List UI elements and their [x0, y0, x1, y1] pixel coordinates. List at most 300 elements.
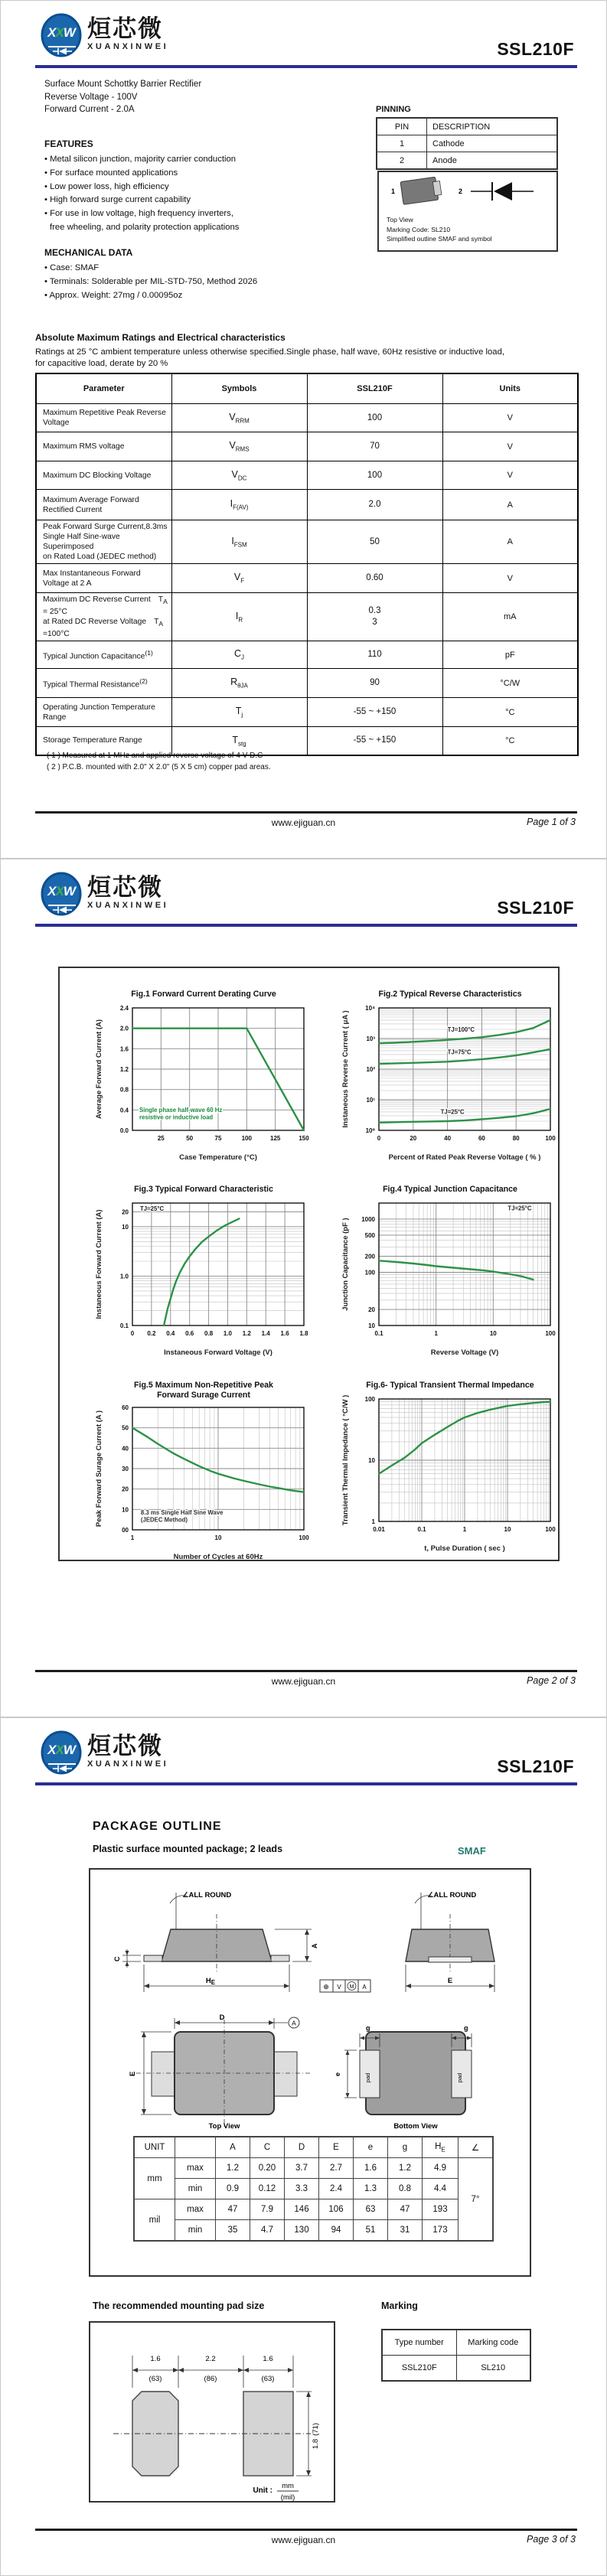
svg-text:1.2: 1.2	[119, 1066, 129, 1073]
symbol-cell: $I_{F(AV)}$	[171, 490, 307, 520]
svg-text:20: 20	[410, 1135, 417, 1142]
figure-title: Fig.6- Typical Transient Thermal Impedance	[366, 1381, 534, 1390]
dim-value-cell: 31	[388, 2220, 423, 2242]
svg-text:0.2: 0.2	[147, 1330, 156, 1337]
svg-text:20: 20	[122, 1208, 129, 1216]
dim-value-cell: 193	[423, 2199, 459, 2220]
dim-g-left-label: g	[366, 2024, 370, 2032]
ratings-desc-line1: Ratings at 25 °C ambient temperature unless otherwise specified.Single phase, half wave, 60Hz resistive or inductive load,	[35, 347, 504, 357]
svg-text:100: 100	[545, 1330, 556, 1337]
svg-text:100: 100	[545, 1135, 556, 1142]
value-cell: 100	[307, 404, 442, 432]
pad-dim-w1-mil: (63)	[148, 2375, 162, 2383]
outline-note: Top View	[387, 216, 413, 223]
outline-note: Simplified outline SMAF and symbol	[387, 235, 492, 243]
chart-annotation: TJ=25°C	[507, 1205, 532, 1212]
svg-text:10⁴: 10⁴	[365, 1005, 375, 1012]
svg-text:0.1: 0.1	[374, 1330, 383, 1337]
chart-annotation: TJ=100°C	[447, 1026, 475, 1033]
svg-text:75: 75	[214, 1135, 222, 1142]
tol-v-label: V	[337, 1984, 341, 1991]
chart-annotation: TJ=75°C	[447, 1048, 472, 1056]
value-cell: -55 ~ +150	[307, 698, 442, 727]
parameter-cell: Maximum DC Reverse Current $T_A = 25^\circ C$ at Rated DC Reverse Voltage $T_A =100^\circ C$	[36, 593, 171, 641]
footnote: ( 2 ) P.C.B. mounted with 2.0" X 2.0" (5 X 5 cm) copper pad areas.	[47, 762, 271, 771]
value-cell: 100	[307, 461, 442, 490]
feature-item: • For surface mounted applications	[44, 168, 178, 178]
svg-text:1.4: 1.4	[261, 1330, 270, 1337]
features-heading: FEATURES	[44, 139, 93, 149]
marking-col-header: Type number	[382, 2330, 456, 2356]
figure-title: Fig.4 Typical Junction Capacitance	[383, 1185, 517, 1194]
intro-block	[44, 78, 201, 116]
dim-value-cell: 106	[319, 2199, 354, 2220]
table-row	[134, 2158, 493, 2179]
svg-text:500: 500	[364, 1231, 375, 1239]
brand-name-cn: 烜芯微	[87, 874, 163, 901]
y-axis-label: Instaneous Forward Current (A)	[95, 1209, 103, 1319]
brand-logo	[41, 872, 168, 918]
dim-value-cell: 63	[354, 2199, 388, 2220]
table-row	[382, 2356, 530, 2382]
symbol-cell: $V_{DC}$	[171, 461, 307, 490]
svg-text:100: 100	[545, 1526, 556, 1533]
symbol-cell: $V_{RMS}$	[171, 432, 307, 461]
mechanical-item: • Terminals: Solderable per MIL-STD-750, Method 2026	[44, 276, 258, 286]
outline-card-notes	[387, 215, 556, 244]
dim-unit-cell: mil	[134, 2199, 175, 2242]
svg-text:10⁰: 10⁰	[365, 1127, 375, 1134]
footer-rule	[35, 1670, 577, 1672]
package-outline-drawing	[90, 1870, 530, 2130]
x-axis-label: t, Pulse Duration ( sec )	[424, 1544, 505, 1553]
svg-text:40: 40	[122, 1445, 129, 1453]
figure-2	[339, 990, 561, 1169]
figures-panel	[58, 967, 560, 1561]
marking-cell: SSL210F	[382, 2356, 456, 2382]
value-cell: 70	[307, 432, 442, 461]
svg-text:1.2: 1.2	[242, 1330, 251, 1337]
dim-value-cell: 0.9	[216, 2179, 250, 2199]
ratings-notes	[47, 751, 271, 773]
unit-cell: A	[442, 490, 578, 520]
pad-dim-w2-mil: (63)	[261, 2375, 275, 2383]
symbol-cell: $V_{RRM}$	[171, 404, 307, 432]
parameter-cell: Maximum Average Forward Rectified Current	[36, 490, 171, 520]
part-number: SSL210F	[497, 1756, 574, 1776]
svg-text:10¹: 10¹	[366, 1097, 375, 1104]
svg-text:1000: 1000	[361, 1215, 375, 1223]
dim-d-label: D	[219, 2014, 225, 2022]
marking-col-header: Marking code	[456, 2330, 530, 2356]
dim-value-cell: 47	[216, 2199, 250, 2220]
dim-value-cell: 1.6	[354, 2158, 388, 2179]
tol-position-icon: ⊕	[323, 1983, 329, 1991]
smaf-body-icon	[400, 177, 442, 205]
diode-symbol-icon	[471, 182, 534, 201]
pin-number: 2	[377, 152, 427, 170]
figure-title: Fig.3 Typical Forward Characteristic	[134, 1185, 273, 1194]
dim-he-label: $H_E$	[205, 1977, 216, 1986]
mounting-pad-drawing	[90, 2323, 334, 2501]
svg-text:10³: 10³	[366, 1035, 375, 1042]
mechanical-list	[44, 262, 257, 302]
marking-table	[381, 2329, 531, 2382]
svg-text:50: 50	[122, 1424, 129, 1432]
svg-text:0.8: 0.8	[119, 1086, 129, 1094]
col-part: SSL210F	[307, 373, 442, 404]
chart-canvas	[93, 1402, 312, 1564]
svg-text:150: 150	[299, 1135, 309, 1142]
dim-value-cell: 3.3	[285, 2179, 319, 2199]
dim-minmax-cell: max	[175, 2199, 216, 2220]
pinning-table	[376, 117, 558, 170]
figure-title: Fig.5 Maximum Non-Repetitive Peak Forward Surage Current	[134, 1381, 273, 1400]
package-name: SMAF	[458, 1845, 486, 1857]
dim-value-cell: 2.7	[319, 2158, 354, 2179]
dim-col-header: ∠	[459, 2137, 494, 2158]
ratings-desc-line2: for capacitive load, derate by 20 %	[35, 359, 168, 368]
svg-text:1: 1	[371, 1518, 375, 1525]
dim-value-cell: 130	[285, 2220, 319, 2242]
feature-item: • For use in low voltage, high frequency inverters,	[44, 209, 233, 219]
dim-col-header	[175, 2137, 216, 2158]
svg-text:60: 60	[478, 1135, 485, 1142]
footer-rule	[35, 811, 577, 814]
footer-site: www.ejiguan.cn	[271, 1676, 336, 1687]
dim-value-cell: 4.9	[423, 2158, 459, 2179]
dim-value-cell: 4.7	[250, 2220, 285, 2242]
unit-cell: V	[442, 461, 578, 490]
ratings-header-row	[36, 373, 578, 404]
table-row	[36, 520, 578, 564]
datum-a-circle-icon: A	[292, 2019, 296, 2027]
dim-value-cell: 35	[216, 2220, 250, 2242]
dim-value-cell: 51	[354, 2220, 388, 2242]
svg-text:100: 100	[364, 1396, 375, 1403]
pin1-label: 1	[391, 187, 396, 195]
dim-value-cell: 4.4	[423, 2179, 459, 2199]
y-axis-label: Peak Forward Surage Current (A )	[95, 1410, 103, 1528]
svg-text:60: 60	[122, 1404, 129, 1411]
value-cell: -55 ~ +150	[307, 727, 442, 755]
value-cell: 2.0	[307, 490, 442, 520]
col-units: Units	[442, 373, 578, 404]
parameter-cell: Maximum Repetitive Peak Reverse Voltage	[36, 404, 171, 432]
svg-text:1: 1	[462, 1526, 467, 1533]
feature-item: free wheeling, and polarity protection applications	[50, 222, 240, 232]
symbol-cell: $R_{\theta JA}$	[171, 669, 307, 698]
symbol-cell: $I_{FSM}$	[171, 520, 307, 564]
y-axis-label: Transient Thermal Impedance ( °C/W )	[341, 1394, 350, 1526]
part-number: SSL210F	[497, 898, 574, 918]
dim-unit-cell: mm	[134, 2158, 175, 2199]
header-rule	[35, 924, 577, 927]
x-axis-label: Number of Cycles at 60Hz	[173, 1553, 263, 1561]
dim-value-cell: 146	[285, 2199, 319, 2220]
dim-col-header: D	[285, 2137, 319, 2158]
brand-logo	[41, 1730, 168, 1776]
svg-text:10: 10	[214, 1534, 222, 1541]
dim-col-header: g	[388, 2137, 423, 2158]
svg-text:0.01: 0.01	[373, 1526, 385, 1533]
unit-cell: °C	[442, 698, 578, 727]
table-row	[134, 2199, 493, 2220]
all-round-label-2: ∠ALL ROUND	[427, 1891, 477, 1899]
svg-text:XXW: XXW	[47, 884, 75, 898]
brand-name-en: XUANXINWEI	[87, 42, 169, 51]
dim-e-label: E	[447, 1977, 453, 1985]
chart-canvas	[93, 1003, 312, 1165]
footer-site: www.ejiguan.cn	[271, 2535, 336, 2545]
pad-unit-top: mm	[282, 2482, 294, 2490]
dim-value-cell: 0.8	[388, 2179, 423, 2199]
mechanical-heading: MECHANICAL DATA	[44, 247, 133, 258]
x-axis-label: Reverse Voltage (V)	[430, 1348, 499, 1357]
series-curve	[379, 1260, 534, 1280]
dim-value-cell: 94	[319, 2220, 354, 2242]
svg-text:1: 1	[434, 1330, 438, 1337]
dim-e-small-label: e	[334, 2072, 341, 2076]
parameter-cell: Typical Thermal Resistance$^{(2)}$	[36, 669, 171, 698]
svg-text:XXW: XXW	[47, 25, 75, 40]
feature-item: • High forward surge current capability	[44, 195, 191, 205]
pin2-label: 2	[459, 187, 463, 195]
parameter-cell: Maximum RMS voltage	[36, 432, 171, 461]
brand-logo	[41, 13, 168, 59]
tol-datum-ref: A	[362, 1984, 367, 1991]
table-row	[134, 2220, 493, 2242]
chart-annotation: TJ=25°C	[140, 1205, 165, 1212]
pad-dim-gap-mil: (86)	[204, 2375, 217, 2383]
value-cell: 0.60	[307, 564, 442, 593]
pin-number: 1	[377, 135, 427, 152]
table-row	[36, 490, 578, 520]
dim-value-cell: 1.2	[216, 2158, 250, 2179]
pad-dim-w1: 1.6	[150, 2355, 161, 2363]
outline-card	[377, 171, 558, 252]
symbol-cell: $C_J$	[171, 641, 307, 669]
chart-canvas	[339, 1394, 558, 1556]
unit-cell: pF	[442, 641, 578, 669]
ratings-heading: Absolute Maximum Ratings and Electrical characteristics	[35, 332, 286, 343]
svg-text:100: 100	[299, 1534, 309, 1541]
table-row	[377, 152, 557, 170]
pad-dim-w2: 1.6	[263, 2355, 273, 2363]
pinning-heading: PINNING	[376, 105, 411, 114]
table-row	[377, 135, 557, 152]
col-parameter: Parameter	[36, 373, 171, 404]
package-symbol-drawing	[379, 172, 556, 210]
dim-col-header: A	[216, 2137, 250, 2158]
svg-text:20: 20	[122, 1485, 129, 1493]
svg-text:80: 80	[512, 1135, 520, 1142]
pin-description: Cathode	[427, 135, 558, 152]
all-round-label-1: ∠ALL ROUND	[182, 1891, 232, 1899]
svg-text:10: 10	[504, 1526, 511, 1533]
unit-cell: V	[442, 564, 578, 593]
dim-a-label: A	[311, 1943, 318, 1948]
chart-annotation: Single phase half-wave 60 Hz resistive or inductive load	[139, 1107, 223, 1121]
table-row	[36, 698, 578, 727]
dim-col-header: C	[250, 2137, 285, 2158]
part-number: SSL210F	[497, 39, 574, 59]
svg-text:20: 20	[368, 1306, 375, 1314]
svg-text:1.6: 1.6	[119, 1045, 129, 1053]
pad-label-left: pad	[364, 2072, 371, 2083]
chart-canvas	[93, 1198, 312, 1360]
dim-value-cell: 3.7	[285, 2158, 319, 2179]
brand-name-cn: 烜芯微	[87, 1733, 163, 1759]
footer-page-number: Page 1 of 3	[527, 817, 576, 827]
footer-page-number: Page 2 of 3	[527, 1675, 576, 1686]
svg-text:1.6: 1.6	[280, 1330, 289, 1337]
table-row	[134, 2179, 493, 2199]
figure-title: Fig.1 Forward Current Derating Curve	[131, 990, 276, 999]
value-cell: 50	[307, 520, 442, 564]
mounting-pad-heading: The recommended mounting pad size	[93, 2300, 265, 2311]
intro-line: Reverse Voltage - 100V	[44, 92, 138, 102]
dim-value-cell: 0.20	[250, 2158, 285, 2179]
y-axis-label: Junction Capacitance (pF )	[341, 1218, 350, 1311]
parameter-cell: Typical Junction Capacitance$^{(1)}$	[36, 641, 171, 669]
brand-name-en: XUANXINWEI	[87, 1759, 169, 1769]
footer-site: www.ejiguan.cn	[271, 817, 336, 828]
parameter-cell: Storage Temperature Range	[36, 727, 171, 755]
brand-logo-icon	[41, 1730, 83, 1776]
svg-text:1.0: 1.0	[119, 1273, 129, 1280]
table-row	[36, 564, 578, 593]
mechanical-item: • Approx. Weight: 27mg / 0.00095oz	[44, 290, 183, 300]
tolerance-frame	[320, 1980, 370, 1992]
figure-4	[339, 1185, 561, 1364]
dim-value-cell: 0.12	[250, 2179, 285, 2199]
x-axis-label: Instaneous Forward Voltage (V)	[164, 1348, 272, 1357]
package-outline-heading: PACKAGE OUTLINE	[93, 1820, 222, 1833]
mechanical-item: • Case: SMAF	[44, 263, 100, 272]
col-symbols: Symbols	[171, 373, 307, 404]
svg-text:10²: 10²	[366, 1066, 375, 1073]
dim-col-header: UNIT	[134, 2137, 175, 2158]
dim-minmax-cell: min	[175, 2220, 216, 2242]
description-col-header: DESCRIPTION	[427, 118, 558, 135]
brand-logo-icon	[41, 13, 83, 59]
dim-value-cell: 1.2	[388, 2158, 423, 2179]
svg-text:1.0: 1.0	[223, 1330, 232, 1337]
symbol-cell: $I_R$	[171, 593, 307, 641]
features-list	[44, 153, 239, 235]
svg-text:50: 50	[186, 1135, 194, 1142]
symbol-cell: $V_F$	[171, 564, 307, 593]
svg-text:2.0: 2.0	[119, 1025, 129, 1032]
figure-title: Fig.2 Typical Reverse Characteristics	[378, 990, 522, 999]
dim-minmax-cell: min	[175, 2179, 216, 2199]
dim-col-header: E	[319, 2137, 354, 2158]
svg-text:125: 125	[270, 1135, 281, 1142]
header-rule	[35, 65, 577, 68]
chart-canvas	[339, 1198, 558, 1360]
dim-value-cell: 47	[388, 2199, 423, 2220]
table-row	[36, 404, 578, 432]
unit-cell: mA	[442, 593, 578, 641]
package-outline-panel	[89, 1868, 531, 2277]
svg-text:1.8: 1.8	[299, 1330, 308, 1337]
value-cell: 110	[307, 641, 442, 669]
svg-text:10: 10	[122, 1506, 129, 1514]
intro-line: Surface Mount Schottky Barrier Rectifier	[44, 80, 202, 89]
unit-cell: V	[442, 404, 578, 432]
svg-text:00: 00	[122, 1527, 129, 1534]
x-axis-label: Percent of Rated Peak Reverse Voltage ( % )	[388, 1153, 541, 1162]
svg-text:40: 40	[444, 1135, 452, 1142]
ratings-table	[35, 373, 579, 756]
marking-heading: Marking	[381, 2300, 418, 2311]
svg-text:10: 10	[368, 1322, 375, 1329]
svg-text:0.8: 0.8	[204, 1330, 214, 1337]
svg-text:0: 0	[130, 1330, 135, 1337]
pad-dim-h: 1.8(71)	[312, 2422, 320, 2450]
value-cell: 0.3 3	[307, 593, 442, 641]
tol-m-circle-icon: M	[349, 1984, 354, 1990]
svg-text:0.4: 0.4	[166, 1330, 175, 1337]
svg-text:0.6: 0.6	[185, 1330, 194, 1337]
svg-text:30: 30	[122, 1466, 129, 1472]
dim-minmax-cell: max	[175, 2158, 216, 2179]
marking-cell: SL210	[456, 2356, 530, 2382]
chart-annotation: TJ=25°C	[440, 1108, 465, 1116]
symbol-cell: $T_j$	[171, 698, 307, 727]
y-axis-label: Instaneous Reverse Current ( μA )	[341, 1010, 350, 1128]
package-outline-subheading: Plastic surface mounted package; 2 leads	[93, 1844, 283, 1854]
x-axis-label: Case Temperature (°C)	[179, 1153, 257, 1162]
table-row	[134, 2137, 493, 2158]
pad-dim-gap: 2.2	[205, 2355, 216, 2363]
figure-5	[93, 1381, 315, 1568]
svg-text:1: 1	[130, 1534, 135, 1541]
intro-line: Forward Current - 2.0A	[44, 105, 135, 114]
parameter-cell: Operating Junction Temperature Range	[36, 698, 171, 727]
footer-page-number: Page 3 of 3	[527, 2534, 576, 2545]
table-row	[36, 669, 578, 698]
parameter-cell: Maximum DC Blocking Voltage	[36, 461, 171, 490]
dim-value-cell: 173	[423, 2220, 459, 2242]
page-1	[0, 0, 607, 859]
parameter-cell: Max Instantaneous Forward Voltage at 2 A	[36, 564, 171, 593]
svg-text:200: 200	[364, 1253, 375, 1260]
dim-col-header: e	[354, 2137, 388, 2158]
dimensions-table	[133, 2136, 494, 2242]
svg-text:10: 10	[489, 1330, 497, 1337]
pin-col-header: PIN	[377, 118, 427, 135]
svg-text:0.1: 0.1	[417, 1526, 426, 1533]
feature-item: • Low power loss, high efficiency	[44, 181, 169, 191]
brand-logo-icon	[41, 872, 83, 918]
figure-1	[93, 990, 315, 1169]
unit-cell: °C	[442, 727, 578, 755]
ratings-description	[35, 347, 504, 370]
header-rule	[35, 1782, 577, 1785]
unit-cell: °C/W	[442, 669, 578, 698]
figure-3	[93, 1185, 315, 1364]
feature-item: • Metal silicon junction, majority carrier conduction	[44, 155, 237, 164]
outline-note: Marking Code: SL210	[387, 225, 451, 233]
brand-name-en: XUANXINWEI	[87, 901, 169, 910]
figure-6	[339, 1381, 561, 1560]
pad-unit-bottom: (mil)	[280, 2493, 295, 2501]
table-row	[36, 641, 578, 669]
pin-description: Anode	[427, 152, 558, 170]
svg-text:0.1: 0.1	[119, 1322, 129, 1329]
